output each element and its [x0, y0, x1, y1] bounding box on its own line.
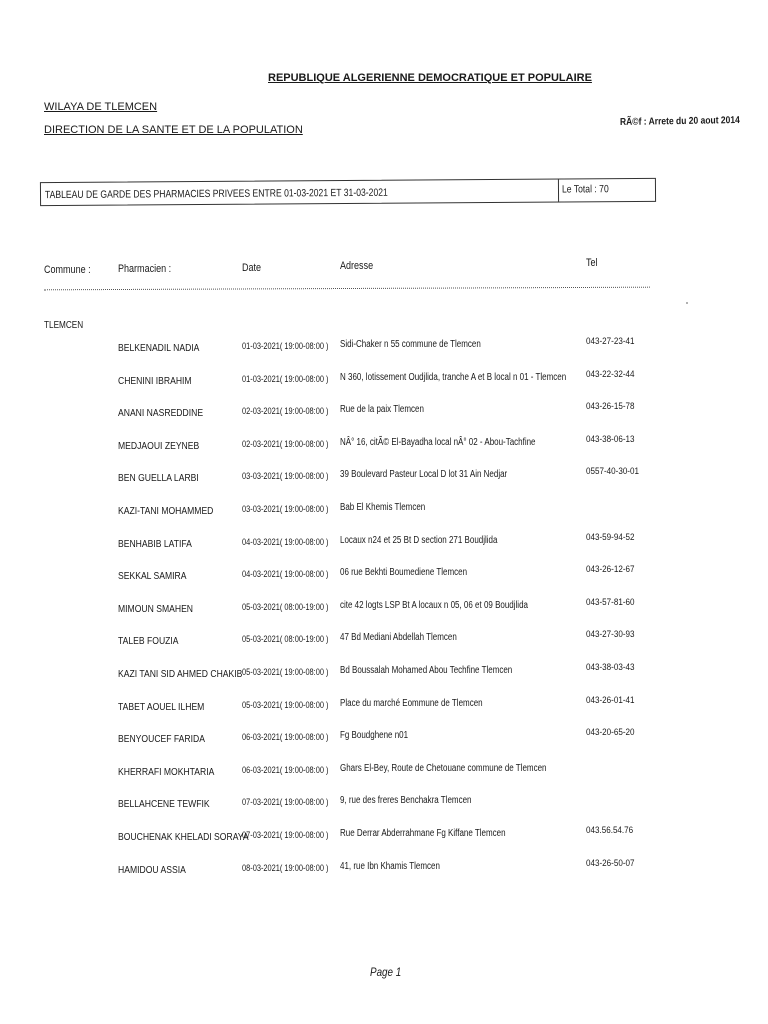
pharmacy-address: cite 42 logts LSP Bt A locaux n 05, 06 et 09 Boudjlida: [340, 599, 528, 611]
pharmacist-name: TALEB FOUZIA: [118, 636, 179, 648]
total-label: Le Total : 70: [561, 183, 609, 196]
column-header-adresse: Adresse: [340, 260, 374, 272]
phone-number: 043.56.54.76: [586, 825, 634, 836]
phone-number: 043-26-15-78: [586, 401, 635, 413]
table-title-box: [40, 178, 656, 206]
duty-date: 02-03-2021( 19:00-08:00 ): [242, 406, 329, 418]
scan-speck: [686, 302, 688, 304]
phone-number: 043-20-65-20: [586, 727, 635, 739]
phone-number: 043-26-01-41: [586, 694, 635, 706]
table-row: [0, 531, 768, 554]
pharmacist-name: TABET AOUEL ILHEM: [118, 701, 205, 713]
republic-heading: REPUBLIQUE ALGERIENNE DEMOCRATIQUE ET POPULAIRE: [268, 72, 592, 84]
duty-date: 06-03-2021( 19:00-08:00 ): [242, 732, 329, 744]
phone-number: 0557-40-30-01: [586, 466, 639, 478]
pharmacist-name: KAZI-TANI MOHAMMED: [118, 506, 214, 517]
pharmacist-name: CHENINI IBRAHIM: [118, 375, 192, 387]
table-row: [0, 368, 768, 391]
pharmacy-address: Bab El Khemis Tlemcen: [340, 502, 426, 513]
duty-date: 03-03-2021( 19:00-08:00 ): [242, 471, 329, 483]
duty-date: 01-03-2021( 19:00-08:00 ): [242, 373, 329, 385]
phone-number: 043-26-50-07: [586, 857, 635, 869]
pharmacist-name: ANANI NASREDDINE: [118, 408, 204, 420]
table-row: [0, 596, 768, 619]
pharmacy-address: Fg Boudghene n01: [340, 730, 409, 742]
pharmacist-name: BELKENADIL NADIA: [118, 343, 200, 354]
table-row: [0, 762, 768, 782]
duty-date: 01-03-2021( 19:00-08:00 ): [242, 341, 329, 352]
phone-number: 043-38-06-13: [586, 433, 635, 445]
header-dotted-rule: [44, 287, 650, 291]
pharmacist-name: KAZI TANI SID AHMED CHAKIB: [118, 669, 243, 680]
wilaya-label: WILAYA DE TLEMCEN: [44, 101, 158, 113]
duty-date: 02-03-2021( 19:00-08:00 ): [242, 438, 329, 450]
duty-date: 04-03-2021( 19:00-08:00 ): [242, 536, 329, 548]
table-row: [0, 338, 768, 358]
pharmacy-address: Bd Boussalah Mohamed Abou Techfine Tlemcen: [340, 665, 513, 676]
pharmacy-address: NÂ° 16, citÃ© El-Bayadha local nÂ° 02 - Abou-Tachfine: [340, 436, 536, 448]
pharmacy-address: Place du marché Eommune de Tlemcen: [340, 697, 483, 709]
phone-number: 043-22-32-44: [586, 368, 635, 380]
pharmacy-address: Rue Derrar Abderrahmane Fg Kiffane Tlemcen: [340, 828, 506, 839]
pharmacist-name: BOUCHENAK KHELADI SORAYA: [118, 832, 249, 843]
duty-date: 05-03-2021( 19:00-08:00 ): [242, 699, 329, 711]
pharmacy-address: Ghars El-Bey, Route de Chetouane commune de Tlemcen: [340, 762, 547, 774]
table-row: [0, 729, 768, 749]
table-row: [0, 827, 768, 847]
pharmacy-address: 9, rue des freres Benchakra Tlemcen: [340, 795, 472, 807]
phone-number: 043-59-94-52: [586, 531, 635, 543]
pharmacist-name: BELLAHCENE TEWFIK: [118, 799, 210, 811]
table-row: [0, 501, 768, 521]
reference-label: RÃ©f : Arrete du 20 aout 2014: [619, 115, 740, 128]
pharmacy-address: Sidi-Chaker n 55 commune de Tlemcen: [340, 339, 481, 350]
table-row: [0, 694, 768, 717]
table-row: [0, 631, 768, 651]
phone-number: 043-38-03-43: [586, 662, 635, 673]
direction-label: DIRECTION DE LA SANTE ET DE LA POPULATION: [44, 124, 303, 136]
duty-date: 05-03-2021( 08:00-19:00 ): [242, 634, 329, 646]
table-row: [0, 403, 768, 423]
pharmacy-address: 41, rue Ibn Khamis Tlemcen: [340, 860, 440, 872]
title-box-divider: [558, 180, 559, 202]
phone-number: 043-57-81-60: [586, 596, 635, 608]
commune-name: TLEMCEN: [44, 320, 84, 331]
pharmacist-name: MEDJAOUI ZEYNEB: [118, 440, 200, 452]
pharmacist-name: BENYOUCEF FARIDA: [118, 734, 205, 746]
table-row: [0, 857, 768, 880]
duty-date: 06-03-2021( 19:00-08:00 ): [242, 764, 329, 776]
pharmacist-name: BEN GUELLA LARBI: [118, 473, 199, 485]
duty-date: 08-03-2021( 19:00-08:00 ): [242, 862, 329, 874]
column-header-tel: Tel: [586, 257, 598, 269]
page-number: Page 1: [370, 965, 402, 979]
duty-date: 04-03-2021( 19:00-08:00 ): [242, 569, 329, 581]
pharmacy-address: 47 Bd Mediani Abdellah Tlemcen: [340, 632, 457, 644]
duty-date: 07-03-2021( 19:00-08:00 ): [242, 797, 329, 809]
table-row: [0, 433, 768, 456]
pharmacist-name: SEKKAL SAMIRA: [118, 571, 187, 583]
phone-number: 043-27-23-41: [586, 336, 635, 347]
table-row: [0, 664, 768, 684]
pharmacy-address: 39 Boulevard Pasteur Local D lot 31 Ain Nedjar: [340, 469, 508, 481]
table-title: TABLEAU DE GARDE DES PHARMACIES PRIVEES ENTRE 01-03-2021 ET 31-03-2021: [44, 186, 388, 202]
column-header-pharmacien: Pharmacien :: [118, 263, 172, 275]
pharmacy-address: Locaux n24 et 25 Bt D section 271 Boudjlida: [340, 534, 498, 546]
phone-number: 043-26-12-67: [586, 564, 635, 576]
pharmacy-address: Rue de la paix Tlemcen: [340, 404, 424, 416]
pharmacy-address: N 360, lotissement Oudjlida, tranche A et B local n 01 - Tlemcen: [340, 371, 567, 383]
pharmacist-name: KHERRAFI MOKHTARIA: [118, 766, 215, 778]
pharmacy-address: 06 rue Bekhti Boumediene Tlemcen: [340, 567, 468, 579]
duty-date: 05-03-2021( 19:00-08:00 ): [242, 667, 329, 678]
phone-number: 043-27-30-93: [586, 629, 635, 641]
duty-date: 03-03-2021( 19:00-08:00 ): [242, 504, 329, 515]
table-row: [0, 794, 768, 814]
pharmacist-name: HAMIDOU ASSIA: [118, 864, 186, 876]
pharmacist-name: BENHABIB LATIFA: [118, 538, 192, 550]
column-header-date: Date: [242, 262, 262, 274]
table-row: [0, 566, 768, 586]
pharmacist-name: MIMOUN SMAHEN: [118, 603, 194, 615]
duty-date: 07-03-2021( 19:00-08:00 ): [242, 830, 329, 841]
table-row: [0, 468, 768, 488]
column-header-commune: Commune :: [44, 264, 91, 276]
duty-date: 05-03-2021( 08:00-19:00 ): [242, 601, 329, 613]
